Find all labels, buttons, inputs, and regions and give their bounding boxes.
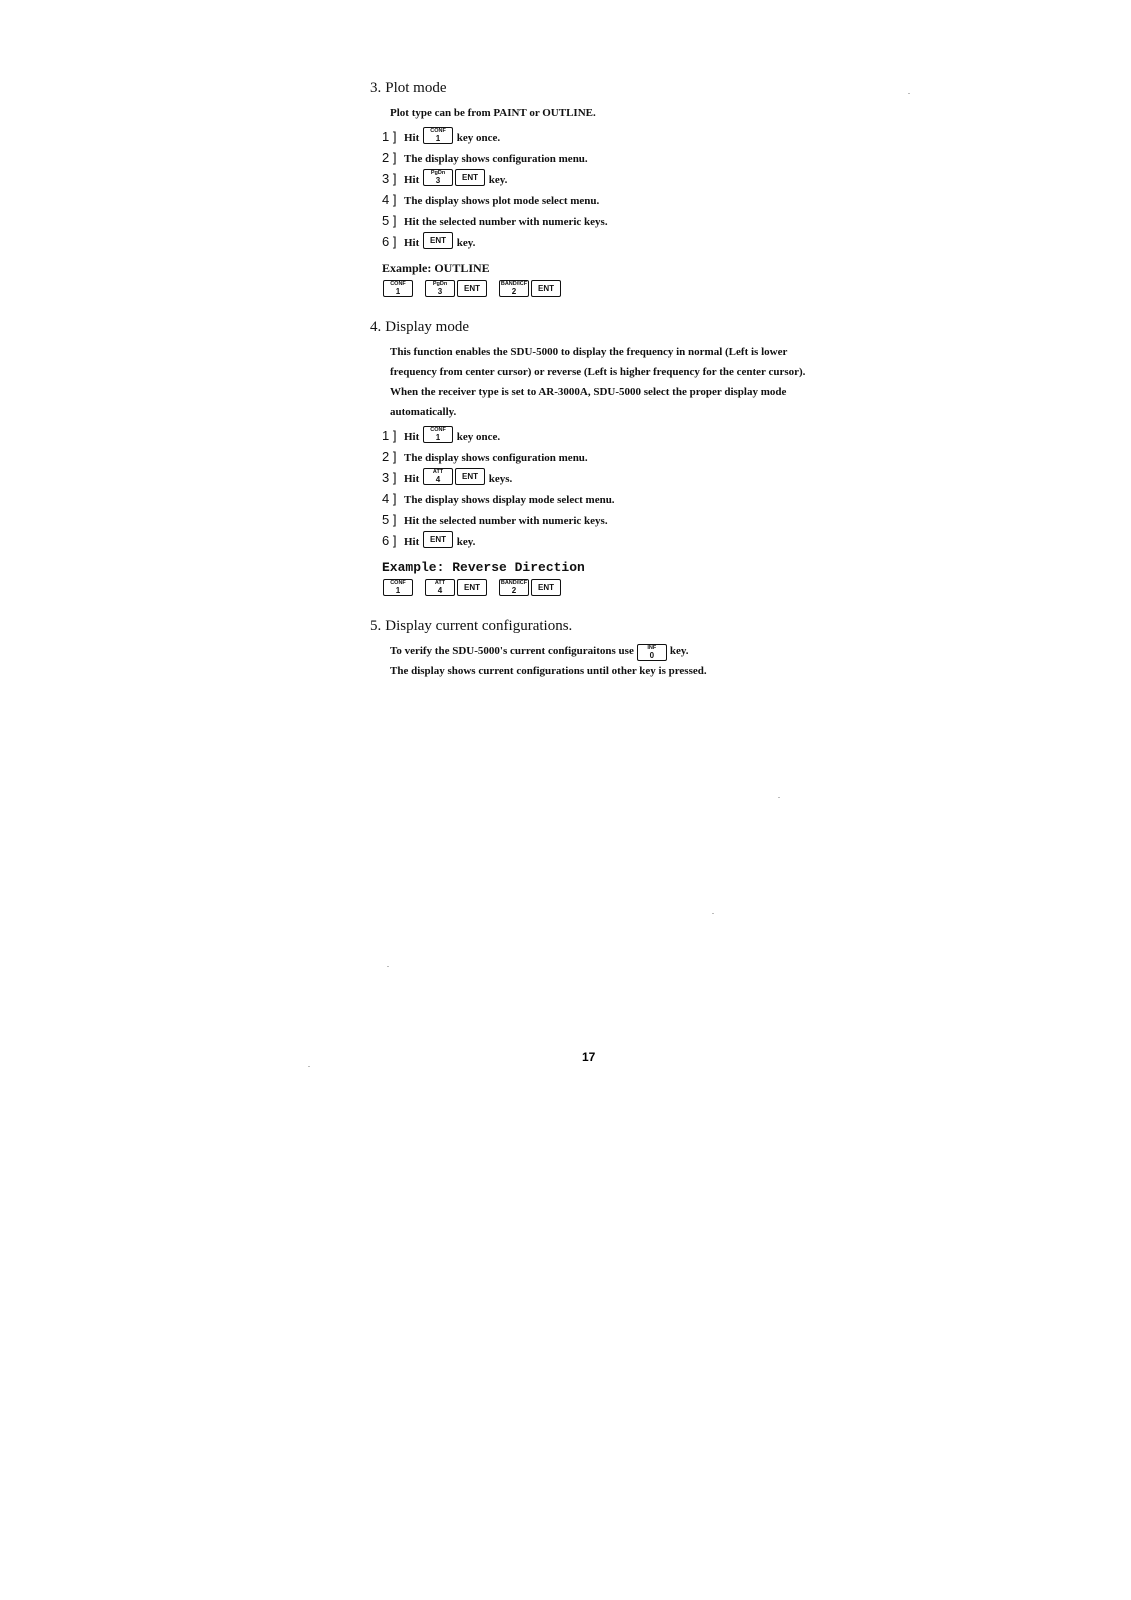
step-text: Hit (404, 174, 423, 186)
step-text: key. (454, 536, 476, 548)
step-number: 6 ] (382, 234, 397, 249)
section-display-mode (370, 319, 890, 596)
step-item (382, 464, 890, 485)
section-current-config (370, 618, 890, 681)
inf-0-key-icon: INF 0 (637, 644, 667, 661)
intro-text: This function enables the SDU-5000 to display the frequency in normal (Left is lower (390, 346, 788, 358)
step-item (382, 186, 890, 207)
band-icf-2-key-icon: BAND/ICF 2 (500, 580, 528, 595)
pgdn-3-key-icon: PgDn 3 (423, 169, 453, 186)
conf-1-key-icon: CONF 1 (383, 579, 413, 596)
example-block (382, 560, 890, 596)
step-item (382, 228, 890, 249)
steps-list (370, 123, 890, 249)
conf-1-key-icon: CONF 1 (383, 280, 413, 297)
step-item (382, 123, 890, 144)
step-number: 2 ] (382, 449, 397, 464)
step-text: Hit (404, 132, 423, 144)
section-plot-mode (370, 80, 890, 297)
example-keys (382, 576, 890, 596)
step-text: key. (486, 174, 508, 186)
conf-1-key-icon: CONF 1 (423, 127, 453, 144)
intro-text: automatically. (390, 406, 457, 418)
step-text: Hit the selected number with numeric keys. (404, 216, 608, 228)
ent-key-icon: ENT (423, 531, 453, 548)
scan-speck (908, 93, 910, 94)
step-text: Hit the selected number with numeric keys. (404, 515, 608, 527)
intro-text: Plot type can be from PAINT or OUTLINE. (390, 107, 596, 119)
step-item (382, 506, 890, 527)
step-item (382, 485, 890, 506)
step-text: Hit (404, 473, 423, 485)
ent-key-icon: ENT (457, 579, 487, 596)
conf-1-key-icon: CONF 1 (423, 426, 453, 443)
att-4-key-icon: ATT 4 (425, 579, 455, 596)
step-text: keys. (486, 473, 513, 485)
step-number: 5 ] (382, 213, 397, 228)
step-text: key. (454, 237, 476, 249)
step-text: Hit (404, 237, 423, 249)
step-number: 3 ] (382, 171, 397, 186)
step-item (382, 165, 890, 186)
step-number: 4 ] (382, 192, 397, 207)
page-number: 17 (582, 1050, 596, 1064)
section-title: 4. Display mode (370, 319, 469, 335)
step-number: 3 ] (382, 470, 397, 485)
intro-text: frequency from center cursor) or reverse (Left is higher frequency for the center cursor). (390, 366, 806, 378)
example-label: Example: Reverse Direction (382, 560, 585, 575)
ent-key-icon: ENT (423, 232, 453, 249)
step-text: Hit (404, 536, 423, 548)
page-content (370, 80, 890, 695)
step-number: 4 ] (382, 491, 397, 506)
att-4-key-icon: ATT 4 (423, 468, 453, 485)
step-text: The display shows configuration menu. (404, 153, 588, 165)
step-text: The display shows configuration menu. (404, 452, 588, 464)
scan-speck (712, 913, 714, 914)
step-number: 5 ] (382, 512, 397, 527)
step-item (382, 422, 890, 443)
step-number: 1 ] (382, 428, 397, 443)
ent-key-icon: ENT (531, 579, 561, 596)
band-icf-2-key-icon: BAND/ICF 2 (500, 281, 528, 296)
ent-key-icon: ENT (457, 280, 487, 297)
example-block (382, 261, 890, 297)
step-item (382, 144, 890, 165)
info-line: The display shows current configurations until other key is pressed. (390, 665, 707, 677)
example-keys (382, 277, 890, 297)
ent-key-icon: ENT (531, 280, 561, 297)
step-number: 2 ] (382, 150, 397, 165)
ent-key-icon: ENT (455, 468, 485, 485)
steps-list (370, 422, 890, 548)
step-number: 1 ] (382, 129, 397, 144)
step-text: Hit (404, 431, 423, 443)
step-text: The display shows plot mode select menu. (404, 195, 600, 207)
section-title: 5. Display current configurations. (370, 618, 573, 634)
verify-line: To verify the SDU-5000's current configuraitons use INF 0 key. (390, 645, 689, 660)
scan-speck (387, 966, 389, 967)
step-text: The display shows display mode select menu. (404, 494, 615, 506)
scan-speck (308, 1066, 310, 1067)
scan-speck (778, 797, 780, 798)
step-text: key once. (454, 132, 501, 144)
step-item (382, 527, 890, 548)
intro-text: When the receiver type is set to AR-3000A, SDU-5000 select the proper display mode (390, 386, 787, 398)
section-title: 3. Plot mode (370, 80, 447, 96)
step-item (382, 207, 890, 228)
pgdn-3-key-icon: PgDn 3 (425, 280, 455, 297)
ent-key-icon: ENT (455, 169, 485, 186)
example-label: Example: OUTLINE (382, 261, 490, 275)
step-number: 6 ] (382, 533, 397, 548)
step-item (382, 443, 890, 464)
step-text: key once. (454, 431, 501, 443)
